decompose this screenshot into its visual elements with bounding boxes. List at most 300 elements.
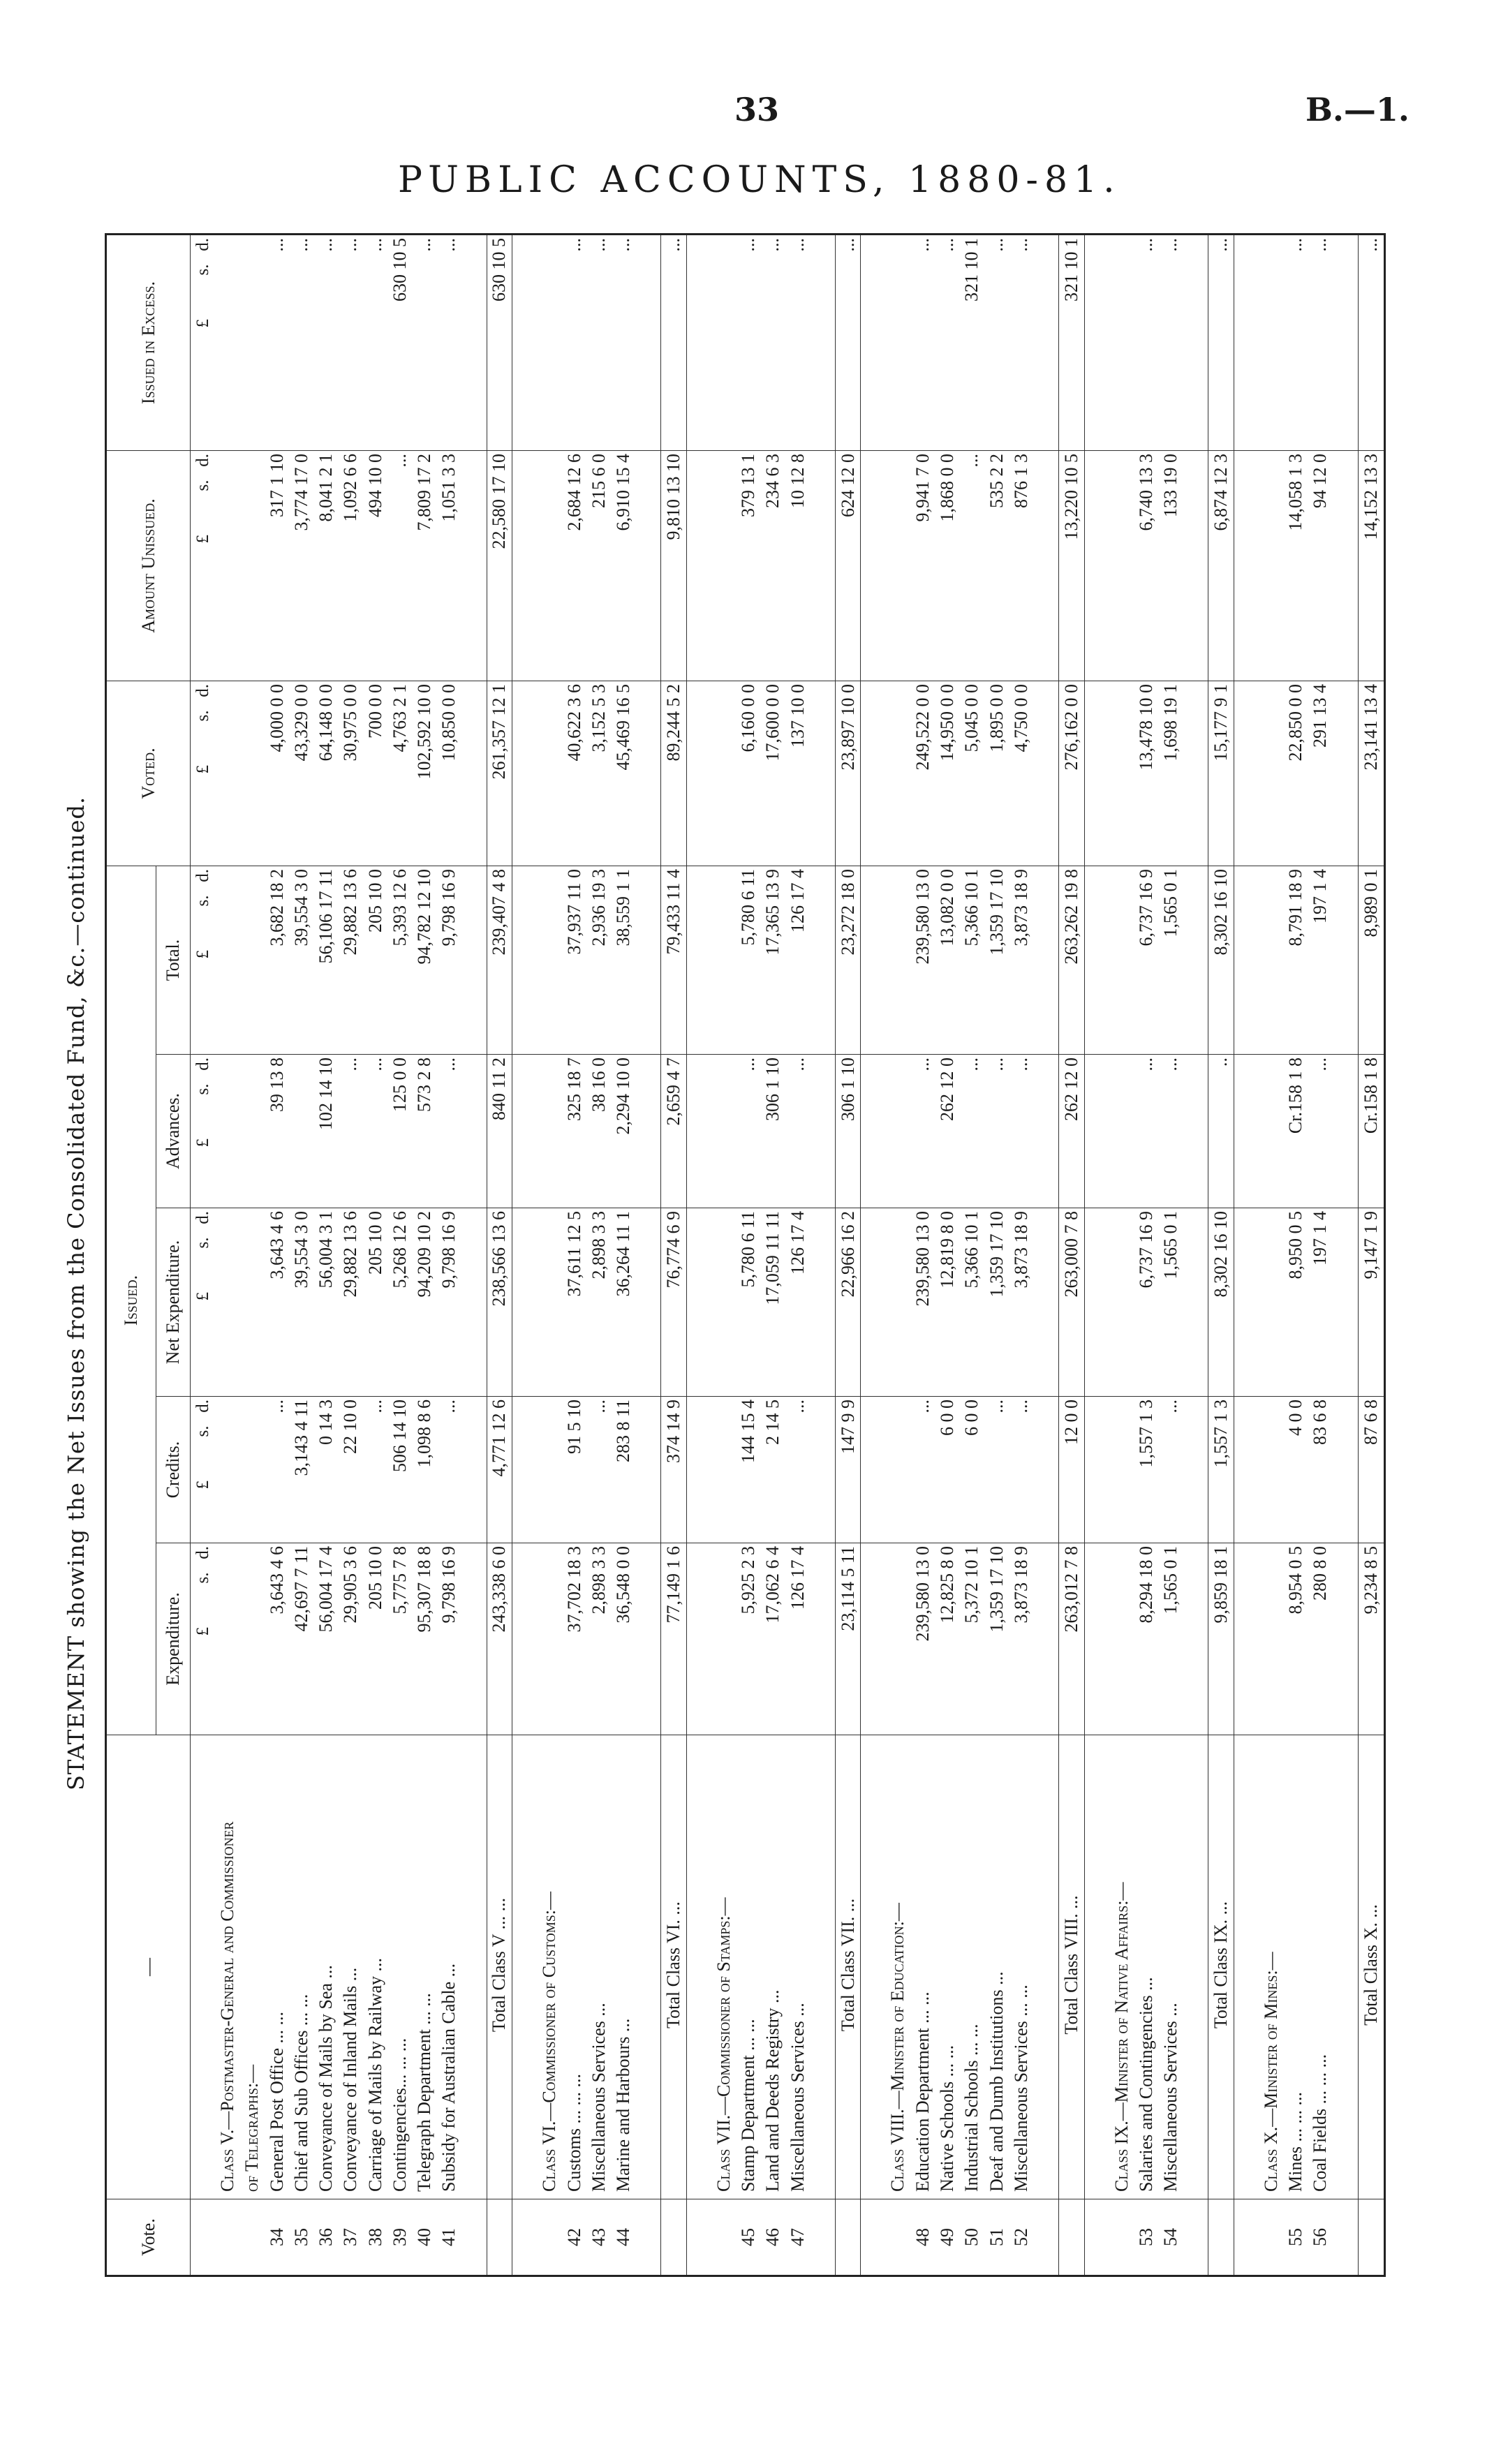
cell-unis: 8,041 2 1 — [314, 450, 339, 681]
vote-number: 56 — [1308, 2199, 1333, 2276]
cell-adv — [686, 1055, 711, 1208]
cell-tot — [538, 866, 562, 1054]
cell-net — [1033, 1208, 1058, 1397]
cell-tot: 5,366 10 1 — [960, 866, 984, 1054]
cell-voted — [861, 681, 886, 866]
row-label: Miscellaneous Services ... — [785, 1735, 810, 2199]
cell-unis — [1183, 450, 1208, 681]
cell-net — [1084, 1208, 1109, 1397]
cell-net — [1183, 1208, 1208, 1397]
col-net-expenditure: Net Expenditure. — [156, 1208, 191, 1397]
cell-tot: 79,433 11 4 — [661, 866, 687, 1054]
cell-unis — [538, 450, 562, 681]
cell-exc: 630 10 5 — [387, 234, 412, 450]
cell-tot — [1183, 866, 1208, 1054]
cell-exp — [636, 1543, 661, 1735]
row-label — [686, 1735, 711, 2199]
cell-net — [215, 1208, 239, 1397]
cell-adv: ... — [1158, 1055, 1183, 1208]
table-row — [586, 234, 611, 2276]
cell-net — [512, 1208, 538, 1397]
col-description: — — [106, 1735, 191, 2199]
cell-net — [461, 1208, 487, 1397]
row-label: Deaf and Dumb Institutions ... — [984, 1735, 1009, 2199]
cell-unis — [512, 450, 538, 681]
cell-exc: ... — [1358, 234, 1384, 450]
cell-adv — [240, 1055, 265, 1208]
cell-voted: 4,763 2 1 — [387, 681, 412, 866]
cell-exc: ... — [984, 234, 1009, 450]
table-row — [761, 234, 785, 2276]
cell-adv: .. — [1208, 1055, 1234, 1208]
vote-number — [1183, 2199, 1208, 2276]
row-label: Industrial Schools ... ... — [960, 1735, 984, 2199]
class-heading-row — [886, 234, 910, 2276]
vote-number — [538, 2199, 562, 2276]
cell-tot: 8,791 18 9 — [1284, 866, 1308, 1054]
cell-adv — [886, 1055, 910, 1208]
row-label: Education Department ... ... — [910, 1735, 935, 2199]
cell-adv — [1234, 1055, 1259, 1208]
cell-net: 5,366 10 1 — [960, 1208, 984, 1397]
cell-voted — [1084, 681, 1109, 866]
cell-exp — [215, 1543, 239, 1735]
cell-cred — [711, 1397, 736, 1543]
row-label: Customs ... ... ... — [562, 1735, 586, 2199]
cell-exc: ... — [289, 234, 313, 450]
cell-exp: 2,898 3 3 — [586, 1543, 611, 1735]
cell-exp: 36,548 0 0 — [611, 1543, 635, 1735]
vote-number — [1259, 2199, 1283, 2276]
class-heading-row — [711, 234, 736, 2276]
cell-tot: 29,882 13 6 — [339, 866, 363, 1054]
row-label: Total Class V ... ... — [487, 1735, 512, 2199]
cell-unis: 94 12 0 — [1308, 450, 1333, 681]
cell-adv: Cr.158 1 8 — [1358, 1055, 1384, 1208]
cell-voted: 102,592 10 0 — [413, 681, 437, 866]
table-row — [1084, 234, 1109, 2276]
vote-number: 39 — [387, 2199, 412, 2276]
cell-adv: ... — [910, 1055, 935, 1208]
table-row — [810, 234, 835, 2276]
row-label: Miscellaneous Services ... ... — [1009, 1735, 1033, 2199]
cell-exc — [861, 234, 886, 450]
cell-unis: 9,941 7 0 — [910, 450, 935, 681]
vote-number — [240, 2199, 265, 2276]
cell-net: 17,059 11 11 — [761, 1208, 785, 1397]
total-row — [835, 234, 861, 2276]
cell-net: 39,554 3 0 — [289, 1208, 313, 1397]
cell-unis — [636, 450, 661, 681]
cell-unis: 22,580 17 10 — [487, 450, 512, 681]
cell-net: 9,147 1 9 — [1358, 1208, 1384, 1397]
cell-cred: 22 10 0 — [339, 1397, 363, 1543]
cell-exp: 243,338 6 0 — [487, 1543, 512, 1735]
row-label: Carriage of Mails by Railway ... — [363, 1735, 387, 2199]
cell-adv: Cr.158 1 8 — [1284, 1055, 1308, 1208]
cell-voted — [512, 681, 538, 866]
cell-tot: 197 1 4 — [1308, 866, 1333, 1054]
class-heading-row — [1109, 234, 1134, 2276]
cell-tot: 37,937 11 0 — [562, 866, 586, 1054]
cell-exc: ... — [661, 234, 687, 450]
cell-adv: ... — [339, 1055, 363, 1208]
cell-net — [1259, 1208, 1283, 1397]
cell-exp — [1259, 1543, 1283, 1735]
cell-unis: 14,152 13 3 — [1358, 450, 1384, 681]
cell-adv — [636, 1055, 661, 1208]
vote-number: 40 — [413, 2199, 437, 2276]
vote-number — [461, 2199, 487, 2276]
cell-adv: ... — [437, 1055, 461, 1208]
vote-number — [215, 2199, 239, 2276]
class-heading: Class VIII.—Minister of Education:— — [886, 1735, 910, 2199]
cell-cred — [861, 1397, 886, 1543]
cell-unis: 9,810 13 10 — [661, 450, 687, 681]
cell-exc — [1109, 234, 1134, 450]
table-row — [387, 234, 412, 2276]
row-label — [1084, 1735, 1109, 2199]
cell-voted: 30,975 0 0 — [339, 681, 363, 866]
cell-tot: 126 17 4 — [785, 866, 810, 1054]
row-label: Total Class VI. ... — [661, 1735, 687, 2199]
cell-unis: 2,684 12 6 — [562, 450, 586, 681]
cell-tot: 239,580 13 0 — [910, 866, 935, 1054]
cell-exp: 1,359 17 10 — [984, 1543, 1009, 1735]
cell-tot — [1259, 866, 1283, 1054]
cell-net: 29,882 13 6 — [339, 1208, 363, 1397]
net-issues-table — [105, 233, 1386, 2277]
vote-number: 41 — [437, 2199, 461, 2276]
vote-number: 52 — [1009, 2199, 1033, 2276]
cell-net: 8,950 0 5 — [1284, 1208, 1308, 1397]
row-label: Total Class VII. ... — [835, 1735, 861, 2199]
total-row — [661, 234, 687, 2276]
cell-unis: 14,058 1 3 — [1284, 450, 1308, 681]
cell-cred: 374 14 9 — [661, 1397, 687, 1543]
cell-unis: 624 12 0 — [835, 450, 861, 681]
vote-number — [886, 2199, 910, 2276]
cell-voted: 17,600 0 0 — [761, 681, 785, 866]
cell-unis — [886, 450, 910, 681]
page-title: PUBLIC ACCOUNTS, 1880-81. — [398, 159, 1121, 201]
cell-unis: 7,809 17 2 — [413, 450, 437, 681]
cell-cred — [686, 1397, 711, 1543]
vote-number: 37 — [339, 2199, 363, 2276]
cell-exc: ... — [1134, 234, 1158, 450]
col-excess: Issued in Excess. — [106, 234, 191, 450]
cell-tot: 13,082 0 0 — [935, 866, 959, 1054]
cell-cred — [1259, 1397, 1283, 1543]
cell-tot — [240, 866, 265, 1054]
cell-net — [886, 1208, 910, 1397]
table-row — [1234, 234, 1259, 2276]
cell-exc — [1234, 234, 1259, 450]
cell-exc: ... — [314, 234, 339, 450]
cell-cred: 283 8 11 — [611, 1397, 635, 1543]
vote-number — [191, 2199, 216, 2276]
cell-voted: 5,045 0 0 — [960, 681, 984, 866]
cell-exp — [711, 1543, 736, 1735]
cell-unis: 6,740 13 3 — [1134, 450, 1158, 681]
cell-exp — [861, 1543, 886, 1735]
table-row — [686, 234, 711, 2276]
cell-cred: ... — [265, 1397, 289, 1543]
cell-voted — [1234, 681, 1259, 866]
cell-exp: 56,004 17 4 — [314, 1543, 339, 1735]
cell-unis: ... — [387, 450, 412, 681]
cell-net: 126 17 4 — [785, 1208, 810, 1397]
cell-net — [1333, 1208, 1358, 1397]
vote-number — [711, 2199, 736, 2276]
vote-number: 36 — [314, 2199, 339, 2276]
vote-number — [1333, 2199, 1358, 2276]
cell-adv: 306 1 10 — [835, 1055, 861, 1208]
row-label: Miscellaneous Services ... — [586, 1735, 611, 2199]
cell-exp: 17,062 6 4 — [761, 1543, 785, 1735]
cell-exp — [538, 1543, 562, 1735]
cell-tot — [1109, 866, 1134, 1054]
cell-voted: 45,469 16 5 — [611, 681, 635, 866]
cell-tot: 56,106 17 11 — [314, 866, 339, 1054]
vote-number: 38 — [363, 2199, 387, 2276]
cell-adv — [1033, 1055, 1058, 1208]
cell-adv — [215, 1055, 239, 1208]
row-label: Salaries and Contingencies ... — [1134, 1735, 1158, 2199]
cell-voted: 64,148 0 0 — [314, 681, 339, 866]
cell-adv — [512, 1055, 538, 1208]
cell-tot — [886, 866, 910, 1054]
cell-adv: 39 13 8 — [265, 1055, 289, 1208]
cell-adv: ... — [984, 1055, 1009, 1208]
row-label: Conveyance of Inland Mails ... — [339, 1735, 363, 2199]
cell-cred: ... — [1009, 1397, 1033, 1543]
table-row — [737, 234, 761, 2276]
cell-exc — [886, 234, 910, 450]
cell-tot — [810, 866, 835, 1054]
cell-exc — [461, 234, 487, 450]
row-label: Mines ... ... ... — [1284, 1735, 1308, 2199]
row-label: Total Class VIII. ... — [1058, 1735, 1084, 2199]
cell-cred — [215, 1397, 239, 1543]
cell-exc: ... — [611, 234, 635, 450]
document-code: B.—1. — [1305, 91, 1410, 128]
cell-tot: 8,989 0 1 — [1358, 866, 1384, 1054]
cell-adv — [1259, 1055, 1283, 1208]
rotated-table-container — [105, 235, 1386, 2277]
cell-adv — [1333, 1055, 1358, 1208]
cell-cred — [512, 1397, 538, 1543]
cell-unis — [1234, 450, 1259, 681]
cell-cred: 12 0 0 — [1058, 1397, 1084, 1543]
vote-number: 44 — [611, 2199, 635, 2276]
cell-net: 56,004 3 1 — [314, 1208, 339, 1397]
cell-net: 2,898 3 3 — [586, 1208, 611, 1397]
cell-tot — [1033, 866, 1058, 1054]
table-row — [960, 234, 984, 2276]
cell-exp — [686, 1543, 711, 1735]
class-heading: Class VII.—Commissioner of Stamps:— — [711, 1735, 736, 2199]
cell-tot: 5,393 12 6 — [387, 866, 412, 1054]
cell-tot: 239,407 4 8 — [487, 866, 512, 1054]
cell-unis: 1,092 6 6 — [339, 450, 363, 681]
cell-voted — [1109, 681, 1134, 866]
cell-cred: 1,557 1 3 — [1134, 1397, 1158, 1543]
cell-voted: 700 0 0 — [363, 681, 387, 866]
cell-exp — [1333, 1543, 1358, 1735]
cell-tot: 39,554 3 0 — [289, 866, 313, 1054]
cell-exp — [240, 1543, 265, 1735]
row-label: Land and Deeds Registry ... — [761, 1735, 785, 2199]
table-row — [1333, 234, 1358, 2276]
cell-exp: 95,307 18 8 — [413, 1543, 437, 1735]
row-label: Subsidy for Australian Cable ... — [437, 1735, 461, 2199]
cell-exp: 5,925 2 3 — [737, 1543, 761, 1735]
cell-tot: 5,780 6 11 — [737, 866, 761, 1054]
table-row — [1009, 234, 1033, 2276]
cell-net: 239,580 13 0 — [910, 1208, 935, 1397]
cell-net: 6,737 16 9 — [1134, 1208, 1158, 1397]
cell-exc — [1259, 234, 1283, 450]
cell-cred: 1,557 1 3 — [1208, 1397, 1234, 1543]
cell-cred: 0 14 3 — [314, 1397, 339, 1543]
class-heading: Class IX.—Minister of Native Affairs:— — [1109, 1735, 1134, 2199]
cell-voted — [240, 681, 265, 866]
vote-number — [835, 2199, 861, 2276]
cell-net — [538, 1208, 562, 1397]
table-row — [1158, 234, 1183, 2276]
cell-tot — [861, 866, 886, 1054]
class-heading: Class X.—Minister of Mines:— — [1259, 1735, 1283, 2199]
cell-cred: 147 9 9 — [835, 1397, 861, 1543]
cell-cred — [636, 1397, 661, 1543]
cell-cred: 91 5 10 — [562, 1397, 586, 1543]
cell-cred: 3,143 4 11 — [289, 1397, 313, 1543]
cell-unis — [240, 450, 265, 681]
vote-number: 34 — [265, 2199, 289, 2276]
cell-exc: ... — [586, 234, 611, 450]
cell-tot: 3,682 18 2 — [265, 866, 289, 1054]
table-row — [191, 234, 216, 2276]
cell-net — [861, 1208, 886, 1397]
cell-tot — [711, 866, 736, 1054]
cell-adv: ... — [1134, 1055, 1158, 1208]
cell-unis: 535 2 2 — [984, 450, 1009, 681]
cell-tot: 205 10 0 — [363, 866, 387, 1054]
cell-exp: 37,702 18 3 — [562, 1543, 586, 1735]
cell-cred: 144 15 4 — [737, 1397, 761, 1543]
cell-exp: 126 17 4 — [785, 1543, 810, 1735]
page-number: 33 — [734, 91, 780, 128]
cell-exc — [1084, 234, 1109, 450]
cell-tot — [215, 866, 239, 1054]
cell-exc — [636, 234, 661, 450]
cell-cred: 4,771 12 6 — [487, 1397, 512, 1543]
cell-cred: ... — [910, 1397, 935, 1543]
cell-cred: 87 6 8 — [1358, 1397, 1384, 1543]
cell-adv — [711, 1055, 736, 1208]
cell-cred — [461, 1397, 487, 1543]
cell-net — [1234, 1208, 1259, 1397]
col-credits: Credits. — [156, 1397, 191, 1543]
cell-exc: ... — [737, 234, 761, 450]
cell-exp: 8,954 0 5 — [1284, 1543, 1308, 1735]
row-label: Coal Fields ... ... ... — [1308, 1735, 1333, 2199]
cell-adv: ... — [1308, 1055, 1333, 1208]
table-row — [1033, 234, 1058, 2276]
cell-unis — [711, 450, 736, 681]
cell-tot — [1234, 866, 1259, 1054]
cell-voted: £ s. d. — [191, 681, 216, 866]
table-row — [289, 234, 313, 2276]
cell-cred: ... — [1158, 1397, 1183, 1543]
cell-tot — [1333, 866, 1358, 1054]
cell-exp — [1183, 1543, 1208, 1735]
cell-unis — [461, 450, 487, 681]
class-heading-row — [1259, 234, 1283, 2276]
cell-cred — [538, 1397, 562, 1543]
cell-unis: 215 6 0 — [586, 450, 611, 681]
cell-cred — [1333, 1397, 1358, 1543]
cell-net: 76,774 6 9 — [661, 1208, 687, 1397]
vote-number — [636, 2199, 661, 2276]
cell-exc — [1033, 234, 1058, 450]
cell-exp: 280 8 0 — [1308, 1543, 1333, 1735]
cell-adv: ... — [1009, 1055, 1033, 1208]
cell-adv: 306 1 10 — [761, 1055, 785, 1208]
cell-unis: 6,910 15 4 — [611, 450, 635, 681]
cell-cred: 6 0 0 — [935, 1397, 959, 1543]
cell-net: 205 10 0 — [363, 1208, 387, 1397]
cell-adv: ... — [785, 1055, 810, 1208]
cell-net: 1,565 0 1 — [1158, 1208, 1183, 1397]
vote-number: 45 — [737, 2199, 761, 2276]
cell-tot: 94,782 12 10 — [413, 866, 437, 1054]
cell-adv: ... — [737, 1055, 761, 1208]
cell-exc: ... — [1208, 234, 1234, 450]
cell-unis: 1,051 3 3 — [437, 450, 461, 681]
cell-cred: 2 14 5 — [761, 1397, 785, 1543]
cell-voted — [1183, 681, 1208, 866]
cell-unis: 234 6 3 — [761, 450, 785, 681]
table-row — [1284, 234, 1308, 2276]
row-label: Native Schools ... ... — [935, 1735, 959, 2199]
cell-exp: 263,012 7 8 — [1058, 1543, 1084, 1735]
cell-net: 3,643 4 6 — [265, 1208, 289, 1397]
cell-voted: 43,329 0 0 — [289, 681, 313, 866]
table-row — [512, 234, 538, 2276]
cell-adv: ... — [960, 1055, 984, 1208]
cell-unis — [1033, 450, 1058, 681]
cell-exp — [1109, 1543, 1134, 1735]
cell-exc: ... — [265, 234, 289, 450]
table-row — [935, 234, 959, 2276]
class-heading-row — [538, 234, 562, 2276]
cell-unis: ... — [960, 450, 984, 681]
vote-number: 47 — [785, 2199, 810, 2276]
cell-voted: 4,750 0 0 — [1009, 681, 1033, 866]
cell-adv: 2,659 4 7 — [661, 1055, 687, 1208]
cell-cred: 1,098 8 6 — [413, 1397, 437, 1543]
cell-exc: ... — [363, 234, 387, 450]
cell-cred: ... — [785, 1397, 810, 1543]
row-label: General Post Office ... ... — [265, 1735, 289, 2199]
cell-adv: 102 14 10 — [314, 1055, 339, 1208]
table-row — [1134, 234, 1158, 2276]
cell-unis — [1084, 450, 1109, 681]
cell-exp: 29,905 3 6 — [339, 1543, 363, 1735]
cell-cred: 83 6 8 — [1308, 1397, 1333, 1543]
